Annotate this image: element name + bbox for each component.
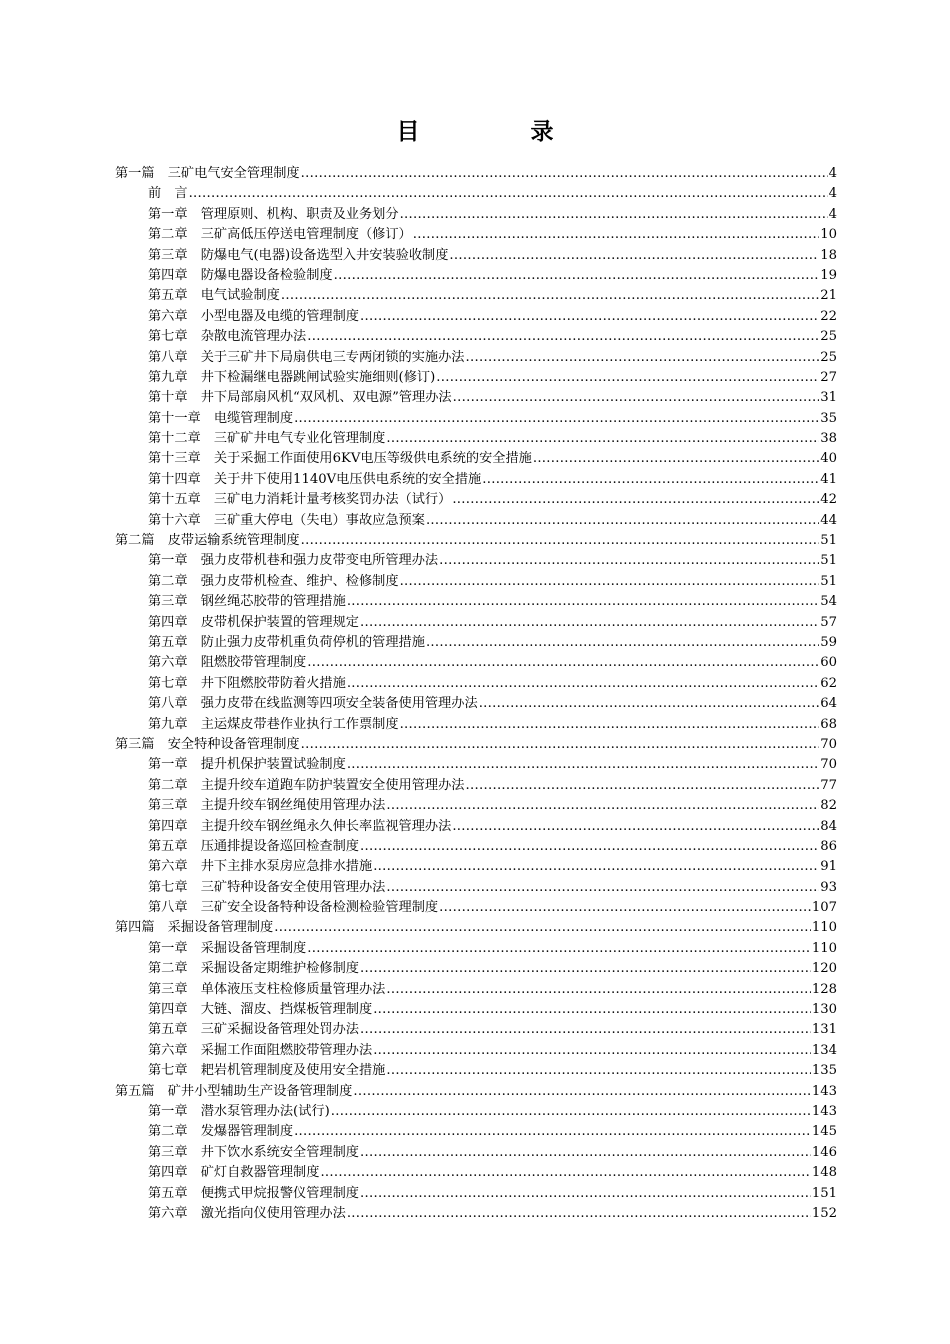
toc-part-entry[interactable] (115, 531, 837, 551)
toc-chapter-entry[interactable] (115, 409, 837, 429)
toc-page-number: 70 (820, 736, 837, 752)
toc-entry-title: 第一章 提升机保护装置试验制度 (148, 757, 346, 773)
toc-chapter-entry[interactable] (115, 1143, 837, 1163)
toc-page-number: 54 (820, 594, 837, 610)
toc-chapter-entry[interactable] (115, 980, 837, 1000)
toc-page-number: 77 (820, 777, 837, 793)
dot-leader (452, 817, 819, 837)
toc-chapter-entry[interactable] (115, 878, 837, 898)
dot-leader (347, 755, 819, 775)
toc-chapter-entry[interactable] (115, 490, 837, 510)
toc-page-number: 152 (811, 1205, 837, 1221)
toc-page-number: 86 (820, 838, 837, 854)
dot-leader (373, 857, 819, 877)
toc-page-number: 91 (820, 859, 837, 875)
dot-leader (439, 551, 819, 571)
toc-entry-title: 第十二章 三矿矿井电气专业化管理制度 (148, 431, 386, 447)
toc-chapter-entry[interactable] (115, 939, 837, 959)
dot-leader (452, 490, 819, 510)
toc-page-number: 143 (811, 1083, 837, 1099)
toc-chapter-entry[interactable] (115, 1000, 837, 1020)
toc-chapter-entry[interactable] (115, 1020, 837, 1040)
toc-page-number: 135 (811, 1063, 837, 1079)
toc-page-number: 4 (828, 166, 837, 181)
toc-entry-title: 第六章 井下主排水泵房应急排水措施 (148, 859, 373, 875)
toc-page-number: 4 (828, 206, 837, 222)
dot-leader (353, 1082, 810, 1102)
toc-entry-title: 第八章 关于三矿井下局扇供电三专两闭锁的实施办法 (148, 349, 465, 365)
toc-page-number: 62 (820, 675, 837, 691)
dot-leader (449, 246, 819, 266)
toc-part-entry[interactable] (115, 164, 837, 184)
dot-leader (400, 205, 828, 225)
dot-leader (307, 939, 811, 959)
toc-entry-title: 第四章 皮带机保护装置的管理规定 (148, 614, 359, 630)
toc-entry-title: 第七章 耙岩机管理制度及使用安全措施 (148, 1063, 386, 1079)
toc-entry-title: 第三章 主提升绞车钢丝绳使用管理办法 (148, 798, 386, 814)
toc-entry-title: 第三章 单体液压支柱检修质量管理办法 (148, 981, 386, 997)
toc-entry-title: 第二章 发爆器管理制度 (148, 1124, 294, 1140)
toc-entry-title: 第四章 主提升绞车钢丝绳永久伸长率监视管理办法 (148, 818, 452, 834)
toc-chapter-entry[interactable] (115, 225, 837, 245)
toc-page-number: 57 (820, 614, 837, 630)
dot-leader (453, 388, 820, 408)
toc-page-number: 64 (820, 696, 837, 712)
toc-chapter-entry[interactable] (115, 246, 837, 266)
toc-chapter-entry[interactable] (115, 388, 837, 408)
toc-entry-title: 第十四章 关于井下使用1140V电压供电系统的安全措施 (148, 471, 482, 487)
toc-chapter-entry[interactable] (115, 755, 837, 775)
dot-leader (360, 1184, 811, 1204)
toc-chapter-entry[interactable] (115, 776, 837, 796)
toc-page-number: 19 (820, 267, 837, 283)
toc-entry-title: 第二章 主提升绞车道跑车防护装置安全使用管理办法 (148, 777, 465, 793)
dot-leader (294, 1122, 811, 1142)
toc-chapter-entry[interactable] (115, 184, 837, 204)
toc-page-number: 51 (820, 553, 837, 569)
dot-leader (439, 898, 811, 918)
toc-entry-title: 第十三章 关于采掘工作面使用6KV电压等级供电系统的安全措施 (148, 451, 532, 467)
toc-page-number: 10 (820, 227, 837, 243)
toc-chapter-entry[interactable] (115, 286, 837, 306)
toc-entry-title: 第三章 钢丝绳芯胶带的管理措施 (148, 594, 346, 610)
toc-chapter-entry[interactable] (115, 327, 837, 347)
dot-leader (466, 348, 820, 368)
toc-chapter-entry[interactable] (115, 470, 837, 490)
toc-entry-title: 第五章 压通排提设备巡回检查制度 (148, 838, 359, 854)
dot-leader (347, 1204, 811, 1224)
toc-entry-title: 第八章 三矿安全设备特种设备检测检验管理制度 (148, 900, 439, 916)
dot-leader (479, 694, 820, 714)
dot-leader (334, 266, 820, 286)
dot-leader (400, 715, 820, 735)
toc-entry-title: 第五章 防止强力皮带机重负荷停机的管理措施 (148, 634, 425, 650)
toc-chapter-entry[interactable] (115, 817, 837, 837)
toc-entry-title: 第五章 便携式甲烷报警仪管理制度 (148, 1185, 359, 1201)
dot-leader (307, 327, 819, 347)
toc-page-number: 110 (811, 940, 837, 956)
dot-leader (301, 735, 820, 755)
toc-chapter-entry[interactable] (115, 511, 837, 531)
toc-page-number: 93 (820, 879, 837, 895)
dot-leader (307, 653, 819, 673)
toc-entry-title: 第五章 电气试验制度 (148, 288, 280, 304)
toc-page-number: 68 (820, 716, 837, 732)
toc-entry-title: 第三章 井下饮水系统安全管理制度 (148, 1144, 359, 1160)
toc-entry-title: 第四章 矿灯自救器管理制度 (148, 1165, 320, 1181)
page-title: 目 录 (396, 118, 598, 145)
toc-entry-title: 第七章 井下阻燃胶带防着火措施 (148, 675, 346, 691)
toc-entry-title: 第二篇 皮带运输系统管理制度 (115, 533, 300, 549)
toc-page-number: 42 (820, 492, 837, 508)
dot-leader (294, 409, 819, 429)
toc-entry-title: 第八章 强力皮带在线监测等四项安全装备使用管理办法 (148, 696, 478, 712)
toc-entry-title: 第九章 主运煤皮带巷作业执行工作票制度 (148, 716, 399, 732)
toc-page-number: 84 (820, 818, 837, 834)
toc-chapter-entry[interactable] (115, 653, 837, 673)
toc-page-number: 22 (820, 308, 837, 324)
toc-page-number: 38 (820, 431, 837, 447)
toc-entry-title: 第四章 大链、溜皮、挡煤板管理制度 (148, 1002, 373, 1018)
toc-entry-title: 第十六章 三矿重大停电（失电）事故应急预案 (148, 512, 425, 528)
toc-entry-title: 第六章 激光指向仪使用管理办法 (148, 1205, 346, 1221)
toc-page-number: 134 (811, 1042, 837, 1058)
toc-chapter-entry[interactable] (115, 592, 837, 612)
toc-entry-title: 第三章 防爆电气(电器)设备选型入井安装验收制度 (148, 247, 449, 263)
toc-chapter-entry[interactable] (115, 368, 837, 388)
toc-entry-title: 第六章 小型电器及电缆的管理制度 (148, 308, 359, 324)
dot-leader (373, 1041, 811, 1061)
toc-entry-title: 第一章 潜水泵管理办法(试行) (148, 1103, 330, 1119)
toc-page-number: 110 (811, 920, 837, 936)
toc-page-number: 4 (828, 186, 837, 202)
toc-entry-title: 第三篇 安全特种设备管理制度 (115, 736, 300, 752)
toc-chapter-entry[interactable] (115, 205, 837, 225)
toc-chapter-entry[interactable] (115, 266, 837, 286)
dot-leader (301, 164, 828, 184)
toc-entry-title: 第一章 强力皮带机巷和强力皮带变电所管理办法 (148, 553, 439, 569)
dot-leader (360, 1143, 811, 1163)
dot-leader (373, 1000, 811, 1020)
toc-entry-title: 第六章 采掘工作面阻燃胶带管理办法 (148, 1042, 373, 1058)
toc-page-number: 60 (820, 655, 837, 671)
dot-leader (482, 470, 819, 490)
toc-chapter-entry[interactable] (115, 1041, 837, 1061)
toc-entry-title: 第七章 三矿特种设备安全使用管理办法 (148, 879, 386, 895)
dot-leader (189, 184, 828, 204)
dot-leader (426, 511, 819, 531)
dot-leader (331, 1102, 811, 1122)
toc-entry-title: 第一章 管理原则、机构、职责及业务划分 (148, 206, 399, 222)
toc-chapter-entry[interactable] (115, 1061, 837, 1081)
toc-page-number: 21 (820, 288, 837, 304)
toc-chapter-entry[interactable] (115, 959, 837, 979)
toc-entry-title: 第四章 防爆电器设备检验制度 (148, 267, 333, 283)
toc-chapter-entry[interactable] (115, 307, 837, 327)
dot-leader (386, 1061, 810, 1081)
toc-chapter-entry[interactable] (115, 1102, 837, 1122)
toc-page-number: 70 (820, 757, 837, 773)
toc-part-entry[interactable] (115, 735, 837, 755)
dot-leader (400, 572, 820, 592)
dot-leader (360, 1020, 811, 1040)
toc-entry-title: 前 言 (148, 186, 188, 202)
toc-chapter-entry[interactable] (115, 898, 837, 918)
toc-chapter-entry[interactable] (115, 837, 837, 857)
dot-leader (360, 837, 819, 857)
toc-part-entry[interactable] (115, 1082, 837, 1102)
dot-leader (436, 368, 819, 388)
toc-entry-title: 第一章 采掘设备管理制度 (148, 940, 307, 956)
toc-chapter-entry[interactable] (115, 429, 837, 449)
toc-page-number: 41 (820, 471, 837, 487)
dot-leader (301, 531, 820, 551)
toc-chapter-entry[interactable] (115, 613, 837, 633)
dot-leader (320, 1163, 810, 1183)
toc-page-number: 120 (811, 961, 837, 977)
toc-page-number: 82 (820, 798, 837, 814)
toc-entry-title: 第二章 三矿高低压停送电管理制度（修订） (148, 227, 412, 243)
toc-page-number: 51 (820, 573, 837, 589)
toc-page-number: 18 (820, 247, 837, 263)
toc-chapter-entry[interactable] (115, 796, 837, 816)
toc-entry-title: 第十一章 电缆管理制度 (148, 410, 294, 426)
toc-page-number: 27 (820, 369, 837, 385)
dot-leader (386, 980, 810, 1000)
dot-leader (360, 959, 811, 979)
toc-chapter-entry[interactable] (115, 1122, 837, 1142)
dot-leader (533, 449, 819, 469)
dot-leader (386, 429, 819, 449)
toc-page-number: 128 (811, 981, 837, 997)
table-of-contents (115, 164, 837, 1224)
dot-leader (347, 592, 819, 612)
toc-entry-title: 第五篇 矿井小型辅助生产设备管理制度 (115, 1083, 353, 1099)
toc-page-number: 44 (820, 512, 837, 528)
dot-leader (281, 286, 819, 306)
dot-leader (274, 918, 811, 938)
dot-leader (347, 674, 819, 694)
toc-chapter-entry[interactable] (115, 674, 837, 694)
toc-page-number: 151 (811, 1185, 837, 1201)
toc-chapter-entry[interactable] (115, 572, 837, 592)
toc-chapter-entry[interactable] (115, 1184, 837, 1204)
toc-chapter-entry[interactable] (115, 1204, 837, 1224)
toc-page-number: 31 (820, 390, 837, 406)
toc-chapter-entry[interactable] (115, 551, 837, 571)
toc-page-number: 35 (820, 410, 837, 426)
dot-leader (413, 225, 819, 245)
toc-page-number: 25 (820, 329, 837, 345)
toc-entry-title: 第一篇 三矿电气安全管理制度 (115, 166, 300, 181)
toc-page-number: 51 (820, 533, 837, 549)
toc-page-number: 148 (811, 1165, 837, 1181)
toc-entry-title: 第十章 井下局部扇风机“双风机、双电源”管理办法 (148, 390, 452, 406)
toc-chapter-entry[interactable] (115, 715, 837, 735)
toc-entry-title: 第五章 三矿采掘设备管理处罚办法 (148, 1022, 359, 1038)
toc-page-number: 40 (820, 451, 837, 467)
toc-page-number: 59 (820, 634, 837, 650)
toc-entry-title: 第七章 杂散电流管理办法 (148, 329, 307, 345)
toc-page-number: 143 (811, 1103, 837, 1119)
toc-entry-title: 第九章 井下检漏继电器跳闸试验实施细则(修订) (148, 369, 436, 385)
dot-leader (360, 613, 819, 633)
toc-page-number: 130 (811, 1002, 837, 1018)
toc-chapter-entry[interactable] (115, 633, 837, 653)
toc-part-entry[interactable] (115, 918, 837, 938)
toc-entry-title: 第十五章 三矿电力消耗计量考核奖罚办法（试行） (148, 492, 452, 508)
toc-chapter-entry[interactable] (115, 449, 837, 469)
toc-page-number: 25 (820, 349, 837, 365)
toc-page-number: 107 (811, 900, 837, 916)
toc-page-number: 145 (811, 1124, 837, 1140)
toc-entry-title: 第四篇 采掘设备管理制度 (115, 920, 274, 936)
toc-page-number: 131 (811, 1022, 837, 1038)
toc-entry-title: 第二章 强力皮带机检查、维护、检修制度 (148, 573, 399, 589)
dot-leader (386, 796, 819, 816)
dot-leader (386, 878, 819, 898)
dot-leader (426, 633, 819, 653)
toc-chapter-entry[interactable] (115, 348, 837, 368)
toc-chapter-entry[interactable] (115, 857, 837, 877)
toc-chapter-entry[interactable] (115, 694, 837, 714)
dot-leader (360, 307, 819, 327)
toc-entry-title: 第二章 采掘设备定期维护检修制度 (148, 961, 359, 977)
toc-chapter-entry[interactable] (115, 1163, 837, 1183)
toc-page-number: 146 (811, 1144, 837, 1160)
toc-entry-title: 第六章 阻燃胶带管理制度 (148, 655, 307, 671)
dot-leader (466, 776, 820, 796)
